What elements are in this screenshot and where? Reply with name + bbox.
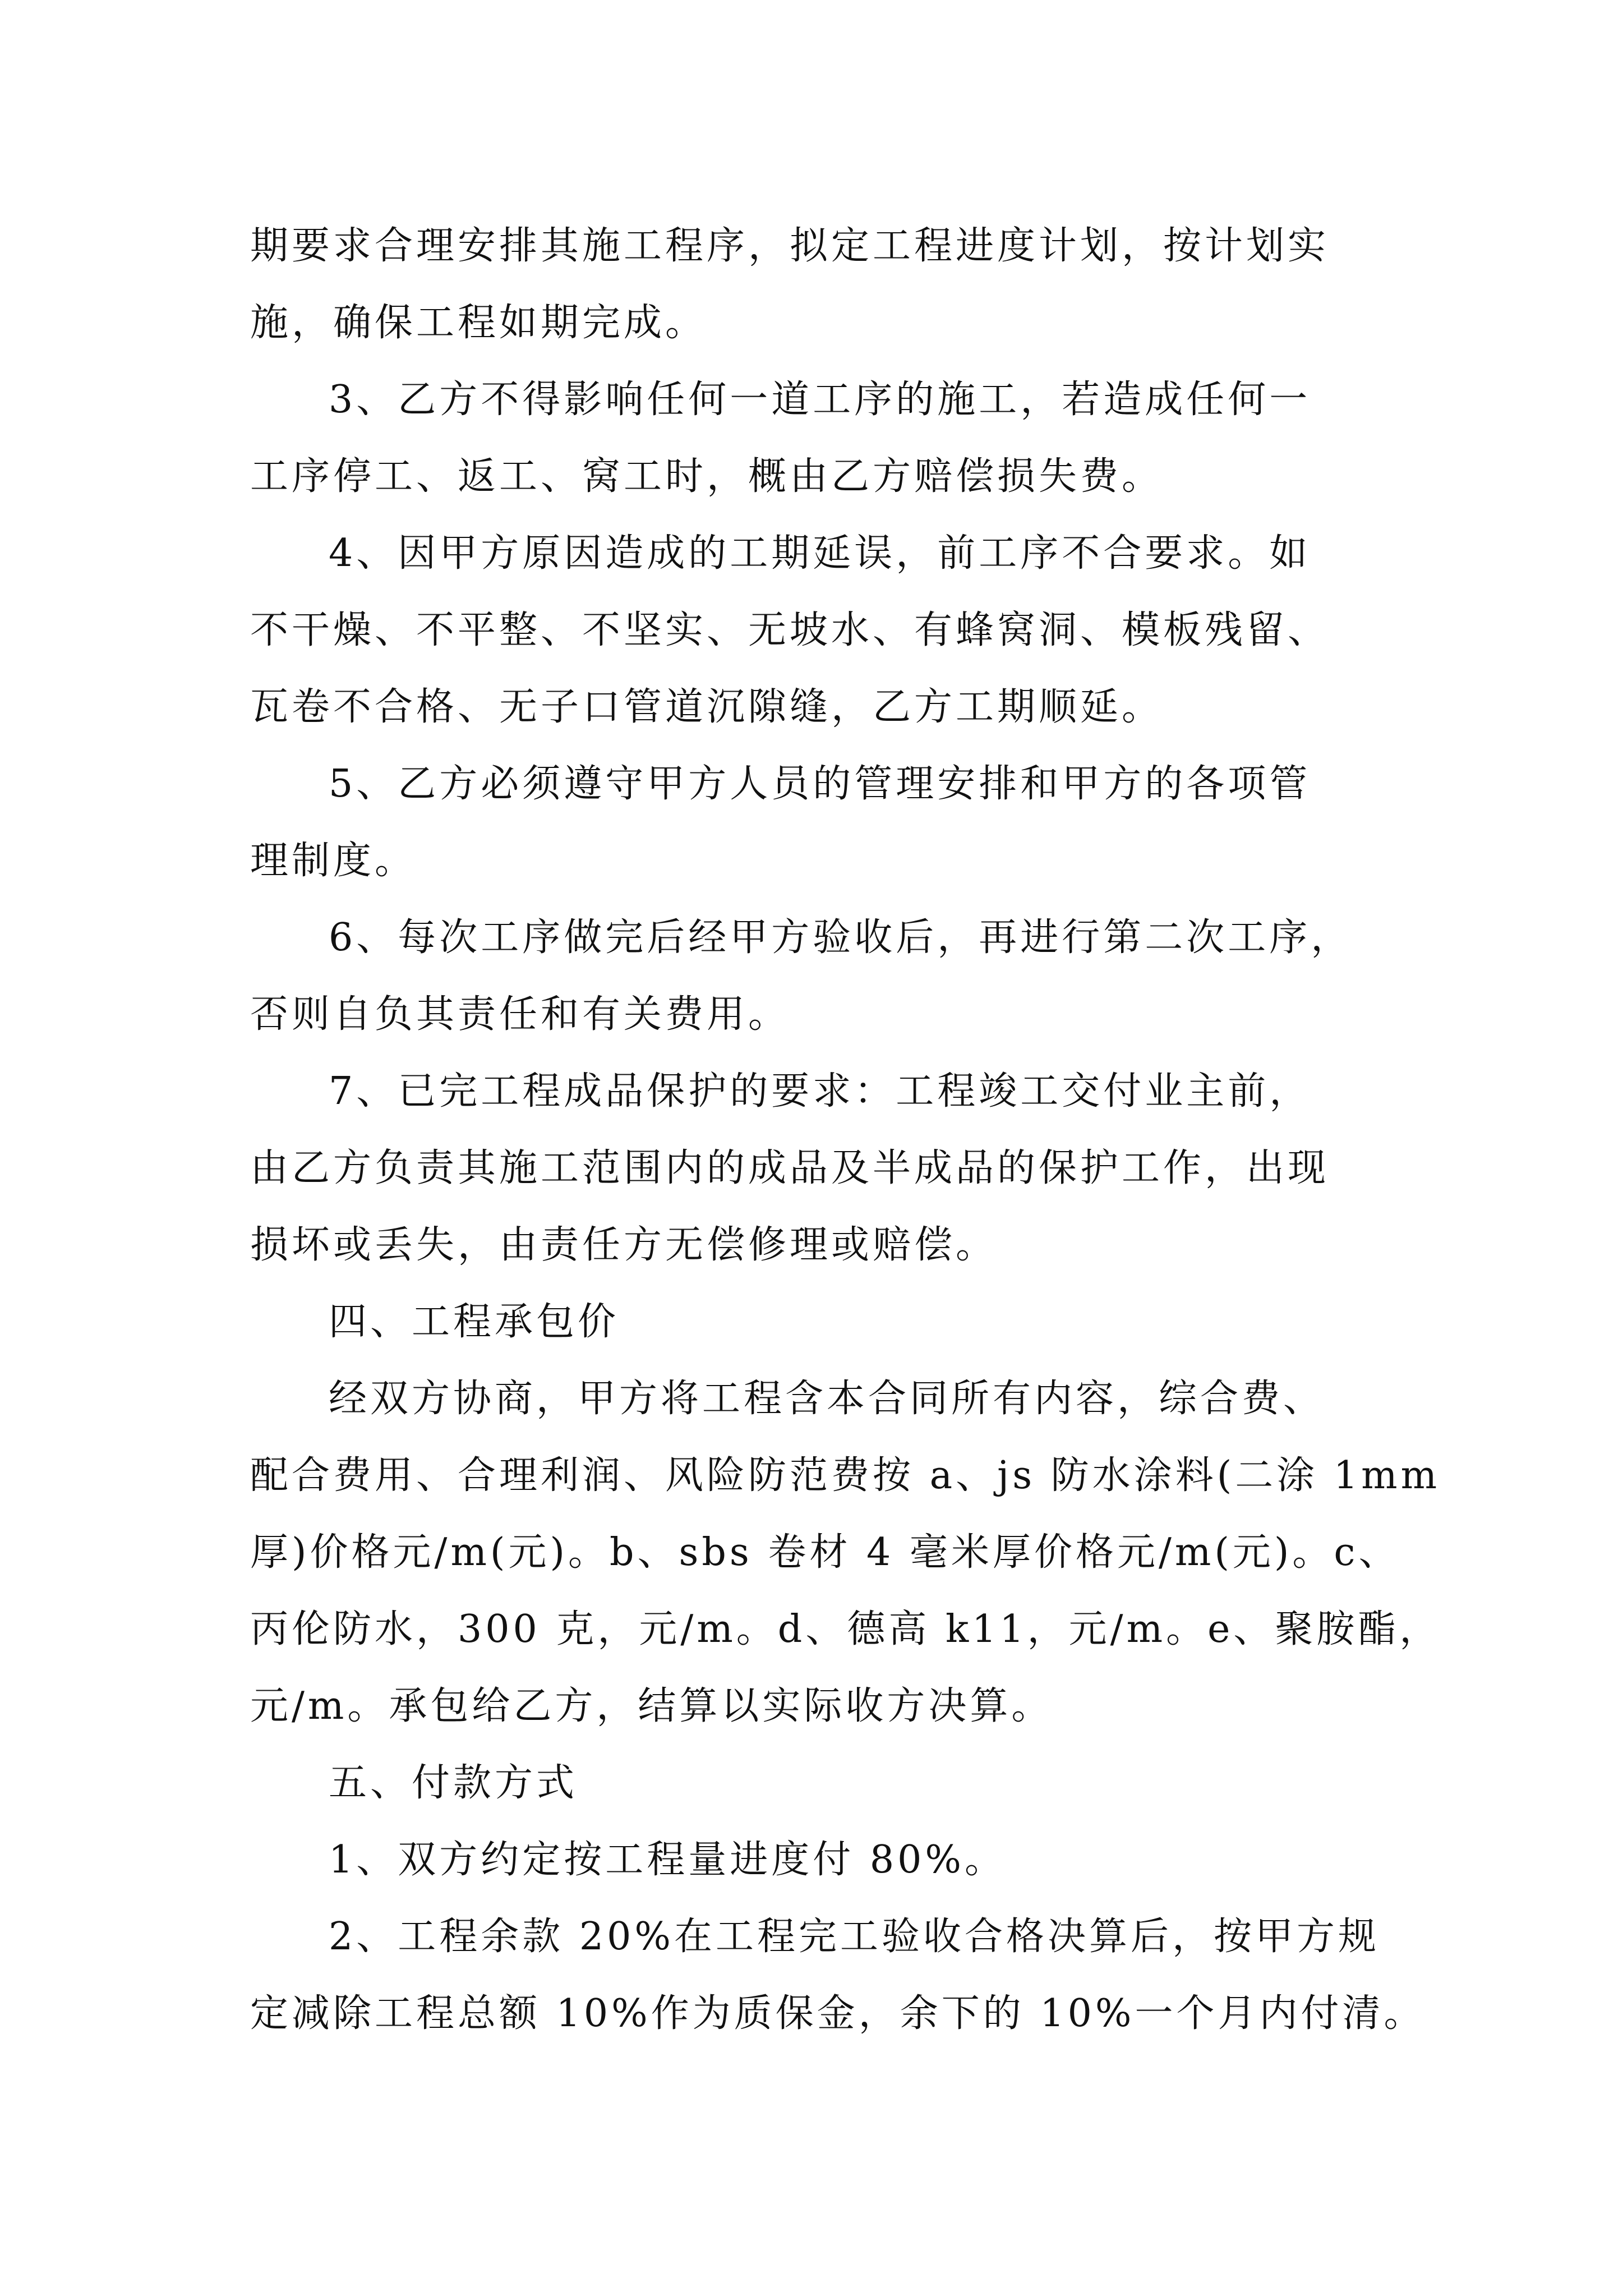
text-line: 元/m。承包给乙方，结算以实际收方决算。	[250, 1684, 1053, 1728]
text-line: 瓦卷不合格、无子口管道沉隙缝，乙方工期顺延。	[250, 685, 1164, 729]
text-line: 5、乙方必须遵守甲方人员的管理安排和甲方的各项管	[329, 762, 1311, 806]
section-heading: 五、付款方式	[329, 1761, 578, 1805]
section-heading: 四、工程承包价	[329, 1300, 620, 1344]
document-body	[250, 208, 1441, 2052]
text-line: 工序停工、返工、窝工时，概由乙方赔偿损失费。	[250, 454, 1164, 499]
text-line: 否则自负其责任和有关费用。	[250, 992, 790, 1037]
text-line: 不干燥、不平整、不坚实、无坡水、有蜂窝洞、模板残留、	[250, 608, 1330, 652]
text-line: 理制度。	[250, 839, 417, 883]
text-line: 厚)价格元/m(元)。b、sbs 卷材 4 毫米厚价格元/m(元)。c、	[250, 1530, 1400, 1575]
text-line: 1、双方约定按工程量进度付 80%。	[329, 1838, 1007, 1882]
text-line: 定减除工程总额 10%作为质保金，余下的 10%一个月内付清。	[250, 1991, 1426, 2036]
text-line: 丙伦防水，300 克，元/m。d、德高 k11，元/m。e、聚胺酯，	[250, 1607, 1441, 1651]
text-line: 损坏或丢失，由责任方无偿修理或赔偿。	[250, 1223, 998, 1267]
text-line: 配合费用、合理利润、风险防范费按 a、js 防水涂料(二涂 1mm	[250, 1453, 1441, 1498]
text-line: 6、每次工序做完后经甲方验收后，再进行第二次工序，	[329, 915, 1353, 960]
text-line: 经双方协商，甲方将工程含本合同所有内容，综合费、	[329, 1377, 1325, 1421]
text-line: 3、乙方不得影响任何一道工序的施工，若造成任何一	[329, 378, 1311, 422]
text-line: 7、已完工程成品保护的要求：工程竣工交付业主前，	[329, 1069, 1311, 1114]
text-line: 期要求合理安排其施工程序，拟定工程进度计划，按计划实	[250, 224, 1330, 268]
text-line: 2、工程余款 20%在工程完工验收合格决算后，按甲方规	[329, 1915, 1380, 1959]
text-line: 由乙方负责其施工范围内的成品及半成品的保护工作，出现	[250, 1146, 1330, 1190]
text-line: 施，确保工程如期完成。	[250, 301, 707, 345]
text-line: 4、因甲方原因造成的工期延误，前工序不合要求。如	[329, 531, 1311, 576]
